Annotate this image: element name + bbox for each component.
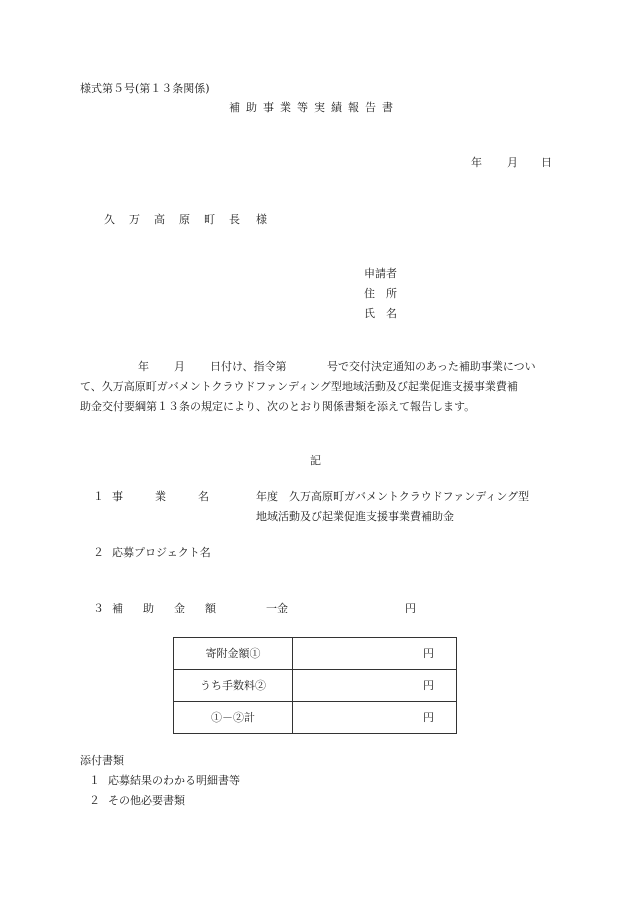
- attachments-heading: 添付書類: [80, 754, 124, 767]
- applicant-name: 氏 名: [364, 307, 397, 320]
- item-3-unit: 円: [405, 602, 416, 615]
- list-item: [89, 794, 185, 807]
- item-2-number: ２: [93, 546, 104, 559]
- table-row: [174, 638, 457, 670]
- table-row: [174, 670, 457, 702]
- item-1-label: 事業名: [112, 490, 241, 503]
- fee-amount-label: うち手数料②: [174, 670, 293, 702]
- item-1-number: １: [93, 490, 104, 503]
- body-date-suffix: 日付け、指令第: [210, 360, 287, 373]
- total-amount-label: ①－②計: [174, 702, 293, 734]
- paragraph-line-3: 助金交付要綱第１３条の規定により、次のとおり関係書類を添えて報告します。: [80, 400, 476, 413]
- table-row: [174, 702, 457, 734]
- addressee-honorific: 様: [256, 213, 267, 226]
- item-3-label: 補助金額: [112, 602, 236, 615]
- fee-amount-value: 円: [293, 670, 457, 702]
- date-month: 月: [507, 156, 518, 169]
- form-number: 様式第５号(第１３条関係): [80, 82, 210, 95]
- attachment-2-number: ２: [89, 794, 100, 807]
- body-text-1: 号で交付決定通知のあった補助事業につい: [327, 360, 536, 373]
- paragraph-line-1: [80, 357, 550, 377]
- body-month: 月: [174, 360, 185, 373]
- applicant-label: 申請者: [364, 267, 397, 280]
- date-day: 日: [541, 156, 552, 169]
- body-year: 年: [138, 360, 149, 373]
- document-title: 補助事業等実績報告書: [229, 101, 399, 114]
- attachment-1-number: １: [89, 774, 100, 787]
- date-year: 年: [471, 156, 482, 169]
- donation-amount-label: 寄附金額①: [174, 638, 293, 670]
- ki-heading: 記: [310, 454, 321, 467]
- item-3-number: ３: [93, 602, 104, 615]
- total-amount-value: 円: [293, 702, 457, 734]
- item-1-value-line2: 地域活動及び起業促進支援事業費補助金: [256, 510, 454, 523]
- amount-table: [173, 637, 457, 734]
- item-2-label: 応募プロジェクト名: [112, 546, 211, 559]
- attachment-1-text: 応募結果のわかる明細書等: [108, 774, 240, 787]
- paragraph-line-2: て、久万高原町ガバメントクラウドファンディング型地域活動及び起業促進支援事業費補: [80, 380, 518, 393]
- attachment-2-text: その他必要書類: [108, 794, 185, 807]
- item-1-value-line1: 年度 久万高原町ガバメントクラウドファンディング型: [256, 490, 530, 503]
- item-3-prefix: 一金: [266, 602, 288, 615]
- addressee-name: 久万高原町長: [104, 213, 254, 226]
- list-item: [89, 774, 240, 787]
- report-paragraph: [80, 357, 550, 417]
- donation-amount-value: 円: [293, 638, 457, 670]
- applicant-address: 住 所: [364, 287, 397, 300]
